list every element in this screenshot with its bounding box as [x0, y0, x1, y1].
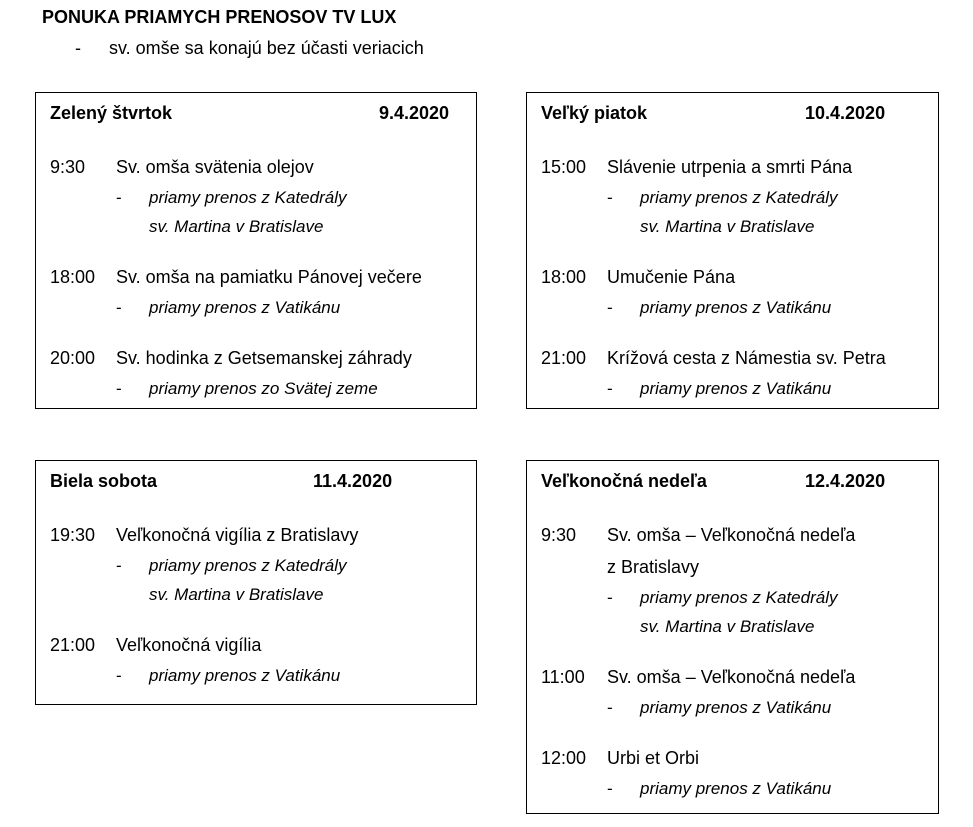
event-time: 12:00	[541, 748, 587, 768]
event-name: Sv. omša na pamiatku Pánovej večere	[116, 267, 422, 287]
day-name: Biela sobota	[50, 471, 158, 491]
event-name: Sv. omša svätenia olejov	[116, 157, 314, 177]
event-item	[50, 519, 462, 551]
event-name: Sv. omša – Veľkonočná nedeľa	[607, 667, 856, 687]
broadcast-note	[607, 583, 924, 641]
event-name: Sv. omša – Veľkonočná nedeľa	[607, 525, 856, 545]
note-dash: -	[607, 588, 613, 607]
broadcast-text: priamy prenos z Vatikánu	[640, 379, 832, 398]
day-date: 12.4.2020	[805, 471, 886, 491]
event-item	[541, 661, 924, 693]
page-title: PONUKA PRIAMYCH PRENOSOV TV LUX	[42, 7, 397, 27]
day-box-saturday	[35, 460, 477, 705]
broadcast-text: priamy prenos z Vatikánu	[149, 666, 341, 685]
broadcast-note	[116, 374, 462, 403]
event-item	[541, 742, 924, 774]
day-header	[541, 471, 924, 493]
note-dash: -	[116, 556, 122, 575]
broadcast-note	[116, 661, 462, 690]
broadcast-text: sv. Martina v Bratislave	[149, 585, 324, 604]
event-time: 15:00	[541, 157, 587, 177]
note-dash: -	[116, 379, 122, 398]
broadcast-text: priamy prenos z Vatikánu	[640, 298, 832, 317]
day-box-sunday	[526, 460, 939, 814]
day-date: 11.4.2020	[313, 471, 393, 491]
note-text: sv. omše sa konajú bez účasti veriacich	[109, 38, 424, 58]
event-time: 9:30	[541, 525, 577, 545]
event-time: 9:30	[50, 157, 86, 177]
day-header	[50, 471, 462, 493]
note-dash: -	[75, 38, 81, 58]
event-item	[50, 261, 462, 293]
note-dash: -	[116, 666, 122, 685]
event-item	[50, 151, 462, 183]
note-dash: -	[607, 188, 613, 207]
day-box-thursday	[35, 92, 477, 409]
broadcast-text: sv. Martina v Bratislave	[149, 217, 324, 236]
note-dash: -	[607, 298, 613, 317]
broadcast-text: priamy prenos z Vatikánu	[640, 779, 832, 798]
event-item	[541, 519, 924, 583]
event-item	[541, 151, 924, 183]
event-name: Umučenie Pána	[607, 267, 736, 287]
event-time: 21:00	[50, 635, 96, 655]
broadcast-text: priamy prenos z Katedrály	[640, 188, 838, 207]
note-dash: -	[116, 188, 122, 207]
day-date: 10.4.2020	[805, 103, 886, 123]
broadcast-note	[116, 183, 462, 241]
event-time: 18:00	[50, 267, 96, 287]
event-item	[541, 261, 924, 293]
event-time: 18:00	[541, 267, 587, 287]
broadcast-note	[607, 774, 924, 803]
broadcast-text: sv. Martina v Bratislave	[640, 217, 815, 236]
day-header	[50, 103, 462, 125]
broadcast-text: priamy prenos z Katedrály	[149, 556, 347, 575]
note-line	[75, 38, 424, 59]
event-name: Slávenie utrpenia a smrti Pána	[607, 157, 853, 177]
event-time: 19:30	[50, 525, 96, 545]
day-name: Veľkonočná nedeľa	[541, 471, 707, 491]
event-time: 20:00	[50, 348, 96, 368]
event-name: Veľkonočná vigília z Bratislavy	[116, 525, 359, 545]
event-name-continued: z Bratislavy	[607, 557, 700, 577]
broadcast-text: priamy prenos z Vatikánu	[640, 698, 832, 717]
event-item	[50, 629, 462, 661]
event-time: 21:00	[541, 348, 587, 368]
day-name: Veľký piatok	[541, 103, 647, 123]
broadcast-note	[607, 293, 924, 322]
note-dash: -	[607, 779, 613, 798]
broadcast-text: priamy prenos z Vatikánu	[149, 298, 341, 317]
broadcast-text: priamy prenos z Katedrály	[149, 188, 347, 207]
broadcast-note	[116, 293, 462, 322]
event-name: Urbi et Orbi	[607, 748, 700, 768]
broadcast-text: priamy prenos zo Svätej zeme	[149, 379, 378, 398]
note-dash: -	[116, 298, 122, 317]
event-name: Veľkonočná vigília	[116, 635, 262, 655]
event-name: Krížová cesta z Námestia sv. Petra	[607, 348, 886, 368]
note-dash: -	[607, 379, 613, 398]
note-dash: -	[607, 698, 613, 717]
event-name: Sv. hodinka z Getsemanskej záhrady	[116, 348, 412, 368]
broadcast-note	[116, 551, 462, 609]
day-header	[541, 103, 924, 125]
event-time: 11:00	[541, 667, 585, 687]
broadcast-text: priamy prenos z Katedrály	[640, 588, 838, 607]
broadcast-note	[607, 183, 924, 241]
day-date: 9.4.2020	[379, 103, 450, 123]
day-box-friday	[526, 92, 939, 409]
event-item	[50, 342, 462, 374]
broadcast-note	[607, 693, 924, 722]
broadcast-text: sv. Martina v Bratislave	[640, 617, 815, 636]
event-item	[541, 342, 924, 374]
broadcast-note	[607, 374, 924, 403]
day-name: Zelený štvrtok	[50, 103, 173, 123]
